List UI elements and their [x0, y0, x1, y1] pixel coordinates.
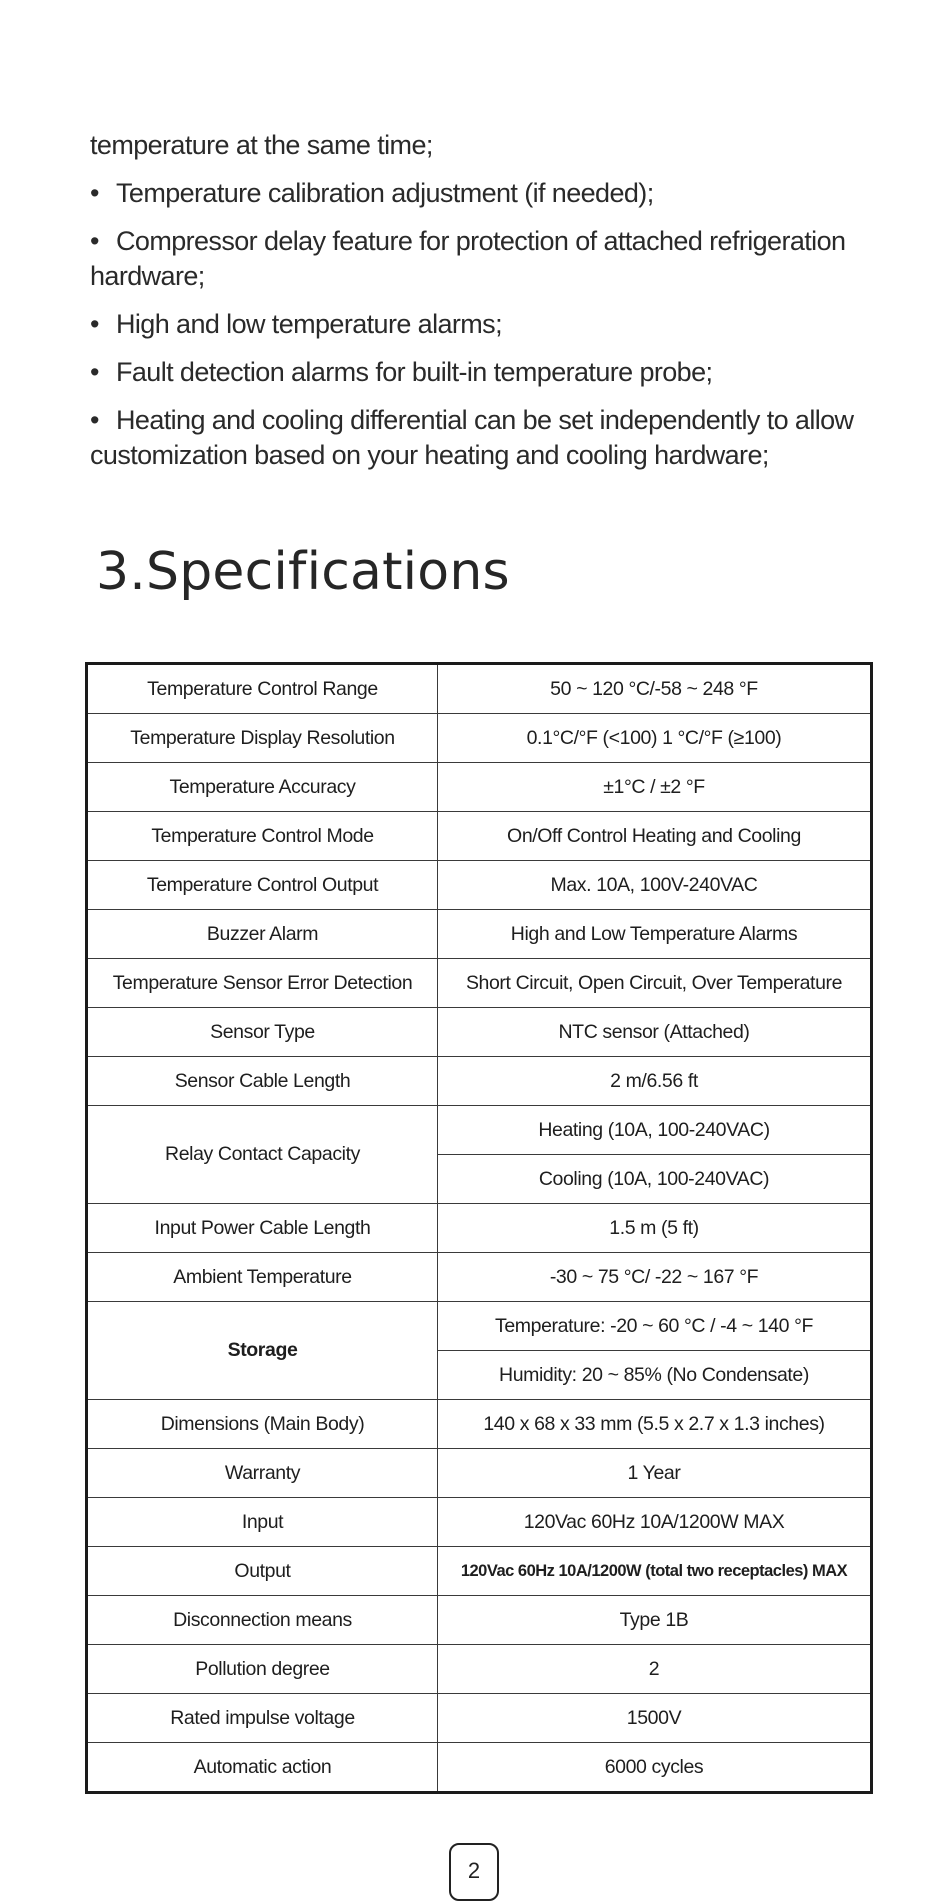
table-row — [87, 1498, 872, 1547]
spec-param: Disconnection means — [87, 1596, 438, 1645]
table-row — [87, 1449, 872, 1498]
spec-value: -30 ~ 75 °C/ -22 ~ 167 °F — [438, 1253, 872, 1302]
table-row — [87, 861, 872, 910]
spec-value: Heating (10A, 100-240VAC) — [438, 1106, 872, 1155]
spec-param: Warranty — [87, 1449, 438, 1498]
spec-param: Rated impulse voltage — [87, 1694, 438, 1743]
spec-value: 2 — [438, 1645, 872, 1694]
table-row — [87, 714, 872, 763]
spec-param: Automatic action — [87, 1743, 438, 1793]
table-row — [87, 1400, 872, 1449]
spec-param: Buzzer Alarm — [87, 910, 438, 959]
feature-item — [90, 355, 870, 390]
spec-value: 1500V — [438, 1694, 872, 1743]
table-row — [87, 1547, 872, 1596]
spec-param: Sensor Type — [87, 1008, 438, 1057]
bullet-icon: • — [90, 405, 99, 435]
spec-value: NTC sensor (Attached) — [438, 1008, 872, 1057]
bullet-icon: • — [90, 226, 99, 256]
spec-param: Temperature Control Output — [87, 861, 438, 910]
spec-value: 50 ~ 120 °C/-58 ~ 248 °F — [438, 664, 872, 714]
spec-value: Humidity: 20 ~ 85% (No Condensate) — [438, 1351, 872, 1400]
feature-continuation: temperature at the same time; — [90, 130, 433, 160]
table-row — [87, 1743, 872, 1793]
table-row — [87, 959, 872, 1008]
spec-param: Temperature Sensor Error Detection — [87, 959, 438, 1008]
table-row — [87, 812, 872, 861]
spec-value: 120Vac 60Hz 10A/1200W (total two receptacles) MAX — [438, 1547, 872, 1596]
spec-param: Input — [87, 1498, 438, 1547]
table-row — [87, 763, 872, 812]
spec-param: Sensor Cable Length — [87, 1057, 438, 1106]
table-row — [87, 1008, 872, 1057]
spec-param: Input Power Cable Length — [87, 1204, 438, 1253]
spec-value: Temperature: -20 ~ 60 °C / -4 ~ 140 °F — [438, 1302, 872, 1351]
spec-param: Pollution degree — [87, 1645, 438, 1694]
page-number: 2 — [449, 1843, 499, 1901]
spec-param: Ambient Temperature — [87, 1253, 438, 1302]
spec-param: Temperature Accuracy — [87, 763, 438, 812]
spec-param: Storage — [87, 1302, 438, 1400]
feature-text: Temperature calibration adjustment (if needed); — [116, 178, 654, 208]
table-row — [87, 1057, 872, 1106]
spec-value: Cooling (10A, 100-240VAC) — [438, 1155, 872, 1204]
section-title: 3.Specifications — [96, 542, 510, 602]
bullet-icon: • — [90, 178, 99, 208]
table-row — [87, 1645, 872, 1694]
spec-value: 1 Year — [438, 1449, 872, 1498]
feature-text: Heating and cooling differential can be set independently to allow customization based on your heating and cooling hardware; — [90, 405, 854, 470]
spec-param: Temperature Control Mode — [87, 812, 438, 861]
spec-value: 2 m/6.56 ft — [438, 1057, 872, 1106]
spec-value: Max. 10A, 100V-240VAC — [438, 861, 872, 910]
spec-value: 120Vac 60Hz 10A/1200W MAX — [438, 1498, 872, 1547]
spec-value: On/Off Control Heating and Cooling — [438, 812, 872, 861]
feature-text: Fault detection alarms for built-in temperature probe; — [116, 357, 713, 387]
table-row — [87, 1596, 872, 1645]
spec-param: Relay Contact Capacity — [87, 1106, 438, 1204]
spec-param: Dimensions (Main Body) — [87, 1400, 438, 1449]
spec-value: Type 1B — [438, 1596, 872, 1645]
spec-value: 1.5 m (5 ft) — [438, 1204, 872, 1253]
spec-param: Temperature Display Resolution — [87, 714, 438, 763]
spec-value: Short Circuit, Open Circuit, Over Temperature — [438, 959, 872, 1008]
feature-item — [90, 224, 870, 294]
bullet-icon: • — [90, 309, 99, 339]
feature-list — [90, 128, 870, 486]
spec-value: ±1°C / ±2 °F — [438, 763, 872, 812]
feature-text: Compressor delay feature for protection of attached refrigeration hardware; — [90, 226, 846, 291]
feature-item — [90, 403, 870, 473]
feature-text: High and low temperature alarms; — [116, 309, 502, 339]
spec-param: Temperature Control Range — [87, 664, 438, 714]
table-row — [87, 1106, 872, 1155]
table-row — [87, 1302, 872, 1351]
feature-item — [90, 176, 870, 211]
spec-value: High and Low Temperature Alarms — [438, 910, 872, 959]
spec-param: Output — [87, 1547, 438, 1596]
spec-value: 140 x 68 x 33 mm (5.5 x 2.7 x 1.3 inches) — [438, 1400, 872, 1449]
spec-value: 0.1°C/°F (<100) 1 °C/°F (≥100) — [438, 714, 872, 763]
bullet-icon: • — [90, 357, 99, 387]
table-row — [87, 1253, 872, 1302]
table-row — [87, 1694, 872, 1743]
table-row — [87, 910, 872, 959]
table-row — [87, 1204, 872, 1253]
spec-value: 6000 cycles — [438, 1743, 872, 1793]
specifications-table — [85, 662, 873, 1794]
table-row — [87, 664, 872, 714]
feature-item — [90, 307, 870, 342]
